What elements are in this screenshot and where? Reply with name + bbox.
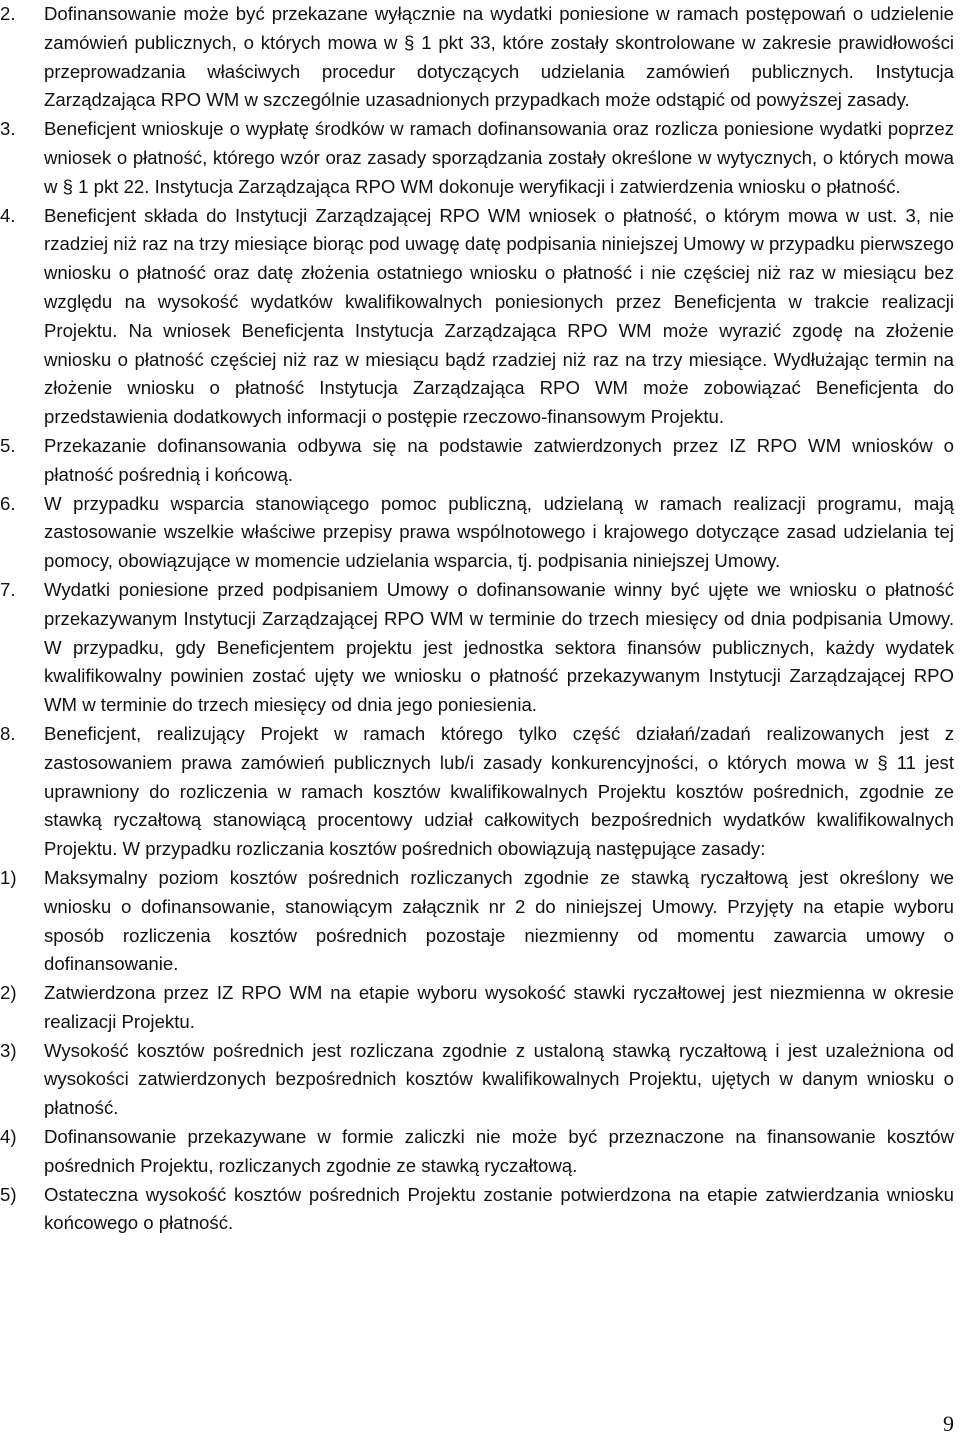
paragraph-number: 2): [0, 982, 17, 1004]
paragraph-item: [0, 864, 954, 979]
paragraph-text: Beneficjent, realizujący Projekt w ramach którego tylko część działań/zadań realizowanych jest z zastosowaniem prawa zamówień publicznych lub/i zasady konkurencyjności, o których mowa w § 11 jest uprawniony do rozliczenia w ramach kosztów kwalifikowalnych Projektu kosztów pośrednich, zgodnie ze stawką ryczałtową stanowiącą procentowy udział całkowitych bezpośrednich wydatków kwalifikowalnych Projektu. W przypadku rozliczania kosztów pośrednich obowiązują następujące zasady:: [44, 722, 954, 860]
paragraph-text: Dofinansowanie przekazywane w formie zaliczki nie może być przeznaczone na finansowanie kosztów pośrednich Projektu, rozliczanych zgodnie ze stawką ryczałtową.: [44, 1126, 954, 1176]
paragraph-item: [0, 979, 954, 1037]
paragraph-text: W przypadku wsparcia stanowiącego pomoc publiczną, udzielaną w ramach realizacji programu, mają zastosowanie wszelkie właściwe przepisy prawa wspólnotowego i krajowego dotyczące zasad udzielania tej pomocy, obowiązujące w momencie udzielania wsparcia, tj. podpisania niniejszej Umowy.: [44, 492, 954, 572]
paragraph-text: Beneficjent składa do Instytucji Zarządzającej RPO WM wniosek o płatność, o którym mowa w ust. 3, nie rzadziej niż raz na trzy miesiące biorąc pod uwagę datę podpisania niniejszej Umowy w przypadku pierwszego wniosku o płatność oraz datę złożenia ostatniego wniosku o płatność i nie częściej niż raz w miesiącu bez względu na wysokość wydatków kwalifikowalnych poniesionych przez Beneficjenta w trakcie realizacji Projektu. Na wniosek Beneficjenta Instytucja Zarządzająca RPO WM może wyrazić zgodę na złożenie wniosku o płatność częściej niż raz w miesiącu bądź rzadziej niż raz na trzy miesiące. Wydłużając termin na złożenie wniosku o płatność Instytucja Zarządzająca RPO WM może zobowiązać Beneficjenta do przedstawienia dodatkowych informacji o postępie rzeczowo-finansowym Projektu.: [44, 204, 954, 428]
paragraph-text: Przekazanie dofinansowania odbywa się na podstawie zatwierdzonych przez IZ RPO WM wniosków o płatność pośrednią i końcową.: [44, 434, 954, 485]
paragraph-item: [0, 202, 954, 432]
paragraph-number: 7.: [0, 578, 16, 600]
paragraph-item: [0, 1037, 954, 1123]
paragraph-number: 2.: [0, 3, 16, 24]
paragraph-item: [0, 576, 954, 720]
paragraph-number: 3): [0, 1039, 17, 1061]
paragraph-item: [0, 0, 954, 115]
paragraph-text: Zatwierdzona przez IZ RPO WM na etapie wyboru wysokość stawki ryczałtowej jest niezmienna w okresie realizacji Projektu.: [44, 982, 954, 1032]
paragraph-item: [0, 490, 954, 576]
paragraph-text: Wysokość kosztów pośrednich jest rozliczana zgodnie z ustaloną stawką ryczałtową i jest uzależniona od wysokości zatwierdzonych bezpośrednich kosztów kwalifikowalnych Projektu, ujętych w danym wniosku o płatność.: [44, 1039, 954, 1119]
paragraph-item: [0, 432, 954, 490]
paragraph-item: [0, 115, 954, 201]
paragraph-number: 6.: [0, 492, 16, 514]
paragraph-text: Ostateczna wysokość kosztów pośrednich Projektu zostanie potwierdzona na etapie zatwierdzania wniosku końcowego o płatność.: [44, 1183, 954, 1234]
paragraph-text: Maksymalny poziom kosztów pośrednich rozliczanych zgodnie ze stawką ryczałtową jest określony we wniosku o dofinansowanie, stanowiącym załącznik nr 2 do niniejszej Umowy. Przyjęty na etapie wyboru sposób rozliczenia kosztów pośrednich pozostaje niezmienny od momentu zawarcia umowy o dofinansowanie.: [44, 866, 954, 975]
paragraph-number: 5.: [0, 434, 16, 456]
paragraph-item: [0, 720, 954, 864]
paragraph-item: [0, 1181, 954, 1239]
paragraph-text: Beneficjent wnioskuje o wypłatę środków w ramach dofinansowania oraz rozlicza poniesione wydatki poprzez wniosek o płatność, którego wzór oraz zasady sporządzania zostały określone w wytycznych, o których mowa w § 1 pkt 22. Instytucja Zarządzająca RPO WM dokonuje weryfikacji i zatwierdzenia wniosku o płatność.: [44, 118, 954, 197]
paragraph-number: 4): [0, 1126, 17, 1148]
paragraph-number: 3.: [0, 118, 16, 140]
paragraph-item: [0, 1123, 954, 1181]
paragraph-number: 5): [0, 1183, 17, 1205]
paragraph-number: 4.: [0, 204, 16, 226]
page-number: 9: [943, 1411, 954, 1436]
paragraph-number: 1): [0, 866, 17, 888]
paragraph-number: 8.: [0, 722, 16, 744]
paragraph-text: Wydatki poniesione przed podpisaniem Umowy o dofinansowanie winny być ujęte we wniosku o płatność przekazywanym Instytucji Zarządzającej RPO WM w terminie do trzech miesięcy od dnia podpisania Umowy. W przypadku, gdy Beneficjentem projektu jest jednostka sektora finansów publicznych, każdy wydatek kwalifikowalny powinien zostać ujęty we wniosku o płatność przekazywanym Instytucji Zarządzającej RPO WM w terminie do trzech miesięcy od dnia jego poniesienia.: [44, 578, 954, 716]
paragraph-text: Dofinansowanie może być przekazane wyłącznie na wydatki poniesione w ramach postępowań o udzielenie zamówień publicznych, o których mowa w § 1 pkt 33, które zostały skontrolowane w zakresie prawidłowości przeprowadzania właściwych procedur dotyczących udzielania zamówień publicznych. Instytucja Zarządzająca RPO WM w szczególnie uzasadnionych przypadkach może odstąpić od powyższej zasady.: [44, 3, 954, 111]
